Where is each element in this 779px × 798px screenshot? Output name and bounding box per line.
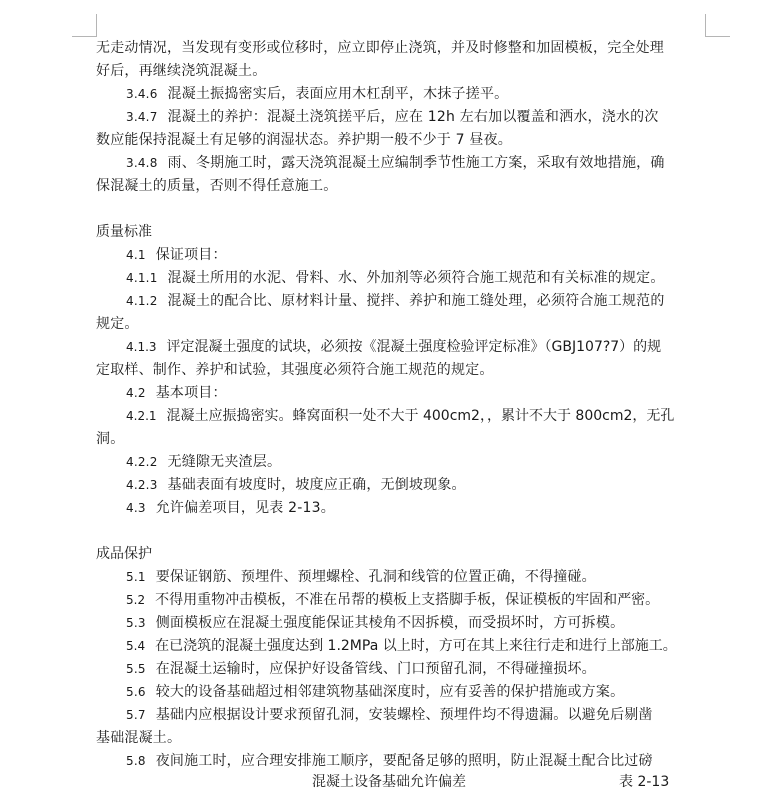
paragraph-line: 无走动情况，当发现有变形或位移时，应立即停止浇筑，并及时修整和加固模板，完全处理 xyxy=(96,40,664,56)
clause-3-4-6 xyxy=(96,83,708,106)
clause-4-1-3 xyxy=(96,336,708,359)
document-body xyxy=(96,37,708,773)
clause-number: 4.2.3 xyxy=(126,478,158,492)
clause-4-1 xyxy=(96,244,708,267)
clause-text: 雨、冬期施工时，露天浇筑混凝土应编制季节性施工方案，采取有效地措施，确 xyxy=(167,155,665,171)
clause-5-8 xyxy=(96,750,708,773)
table-title: 混凝土设备基础允许偏差 xyxy=(312,774,466,790)
section-heading-protection: 成品保护 xyxy=(96,546,152,562)
clause-5-1 xyxy=(96,566,708,589)
clause-text: 混凝土应振捣密实。蜂窝面积一处不大于 400cm2，，累计不大于 800cm2，无孔 xyxy=(166,408,675,424)
clause-5-4 xyxy=(96,635,708,658)
clause-number: 4.1 xyxy=(126,248,146,262)
clause-number: 5.2 xyxy=(126,593,146,607)
clause-3-4-7 xyxy=(96,106,708,129)
clause-4-3 xyxy=(96,497,708,520)
clause-number: 5.3 xyxy=(126,616,146,630)
clause-text: 混凝土所用的水泥、骨料、水、外加剂等必须符合施工规范和有关标准的规定。 xyxy=(167,270,665,286)
paragraph-line: 基础混凝土。 xyxy=(96,730,182,746)
clause-number: 5.8 xyxy=(126,754,146,768)
page-corner-mark-top-right xyxy=(705,14,730,37)
clause-number: 3.4.6 xyxy=(126,87,158,101)
clause-5-3 xyxy=(96,612,708,635)
clause-text: 基础表面有坡度时，坡度应正确，无倒坡现象。 xyxy=(167,477,466,493)
paragraph-line: 好后，再继续浇筑混凝土。 xyxy=(96,63,267,79)
clause-5-2 xyxy=(96,589,708,612)
paragraph-line: 保混凝土的质量，否则不得任意施工。 xyxy=(96,178,338,194)
clause-text: 夜间施工时，应合理安排施工顺序，要配备足够的照明，防止混凝土配合比过磅 xyxy=(155,753,653,769)
clause-text: 允许偏差项目，见表 2-13。 xyxy=(155,500,335,516)
clause-4-1-1 xyxy=(96,267,708,290)
cut-off-next-line xyxy=(96,794,596,798)
paragraph-line: 数应能保持混凝土有足够的润湿状态。养护期一般不少于 7 昼夜。 xyxy=(96,132,513,148)
clause-text: 在混凝土运输时，应保护好设备管线、门口预留孔洞，不得碰撞损坏。 xyxy=(155,661,596,677)
clause-number: 4.2 xyxy=(126,386,146,400)
clause-text: 要保证钢筋、预埋件、预埋螺栓、孔洞和线管的位置正确，不得撞碰。 xyxy=(155,569,596,585)
clause-4-2-2 xyxy=(96,451,708,474)
clause-text: 侧面模板应在混凝土强度能保证其棱角不因拆模，而受损坏时，方可拆模。 xyxy=(155,615,625,631)
table-caption xyxy=(96,771,708,793)
clause-number: 4.2.1 xyxy=(126,409,157,423)
clause-text: 保证项目： xyxy=(155,247,227,263)
clause-text: 不得用重物冲击模板，不准在吊帮的模板上支搭脚手板，保证模板的牢固和严密。 xyxy=(155,592,660,608)
blank-line xyxy=(96,198,708,221)
clause-number: 5.6 xyxy=(126,685,146,699)
clause-5-7 xyxy=(96,704,708,727)
clause-text: 基本项目： xyxy=(155,385,227,401)
clause-number: 4.1.2 xyxy=(126,294,158,308)
clause-text: 混凝土的养护：混凝土浇筑搓平后，应在 12h 左右加以覆盖和洒水，浇水的次 xyxy=(167,109,659,125)
clause-text: 较大的设备基础超过相邻建筑物基础深度时，应有妥善的保护措施或方案。 xyxy=(155,684,625,700)
blank-line xyxy=(96,520,708,543)
clause-number: 5.5 xyxy=(126,662,146,676)
clause-text: 在已浇筑的混凝土强度达到 1.2MPa 以上时，方可在其上来往行走和进行上部施工。 xyxy=(155,638,677,654)
clause-number: 3.4.7 xyxy=(126,110,158,124)
clause-4-1-2 xyxy=(96,290,708,313)
clause-5-5 xyxy=(96,658,708,681)
clause-number: 4.1.1 xyxy=(126,271,158,285)
clause-number: 4.2.2 xyxy=(126,455,158,469)
table-number: 表 2-13 xyxy=(619,774,670,790)
clause-number: 3.4.8 xyxy=(126,156,158,170)
paragraph-line: 洞。 xyxy=(96,431,125,447)
section-heading-quality: 质量标准 xyxy=(96,224,152,240)
paragraph-line: 定取样、制作、养护和试验，其强度必须符合施工规范的规定。 xyxy=(96,362,494,378)
clause-number: 5.1 xyxy=(126,570,146,584)
clause-number: 4.3 xyxy=(126,501,146,515)
clause-3-4-8 xyxy=(96,152,708,175)
clause-number: 5.7 xyxy=(126,708,146,722)
clause-text: 混凝土的配合比、原材料计量、搅拌、养护和施工缝处理，必须符合施工规范的 xyxy=(167,293,665,309)
clause-text: 混凝土振捣密实后，表面应用木杠刮平，木抹子搓平。 xyxy=(167,86,509,102)
clause-text: 无缝隙无夹渣层。 xyxy=(167,454,282,470)
clause-text: 评定混凝土强度的试块，必须按《混凝土强度检验评定标准》（GBJ107?7）的规 xyxy=(166,339,662,355)
clause-4-2 xyxy=(96,382,708,405)
clause-4-2-3 xyxy=(96,474,708,497)
clause-number: 5.4 xyxy=(126,639,146,653)
clause-5-6 xyxy=(96,681,708,704)
page-corner-mark-top-left xyxy=(72,14,97,37)
clause-number: 4.1.3 xyxy=(126,340,157,354)
paragraph-line: 规定。 xyxy=(96,316,139,332)
clause-4-2-1 xyxy=(96,405,708,428)
clause-text: 基础内应根据设计要求预留孔洞，安装螺栓、预埋件均不得遗漏。以避免后剔凿 xyxy=(155,707,653,723)
